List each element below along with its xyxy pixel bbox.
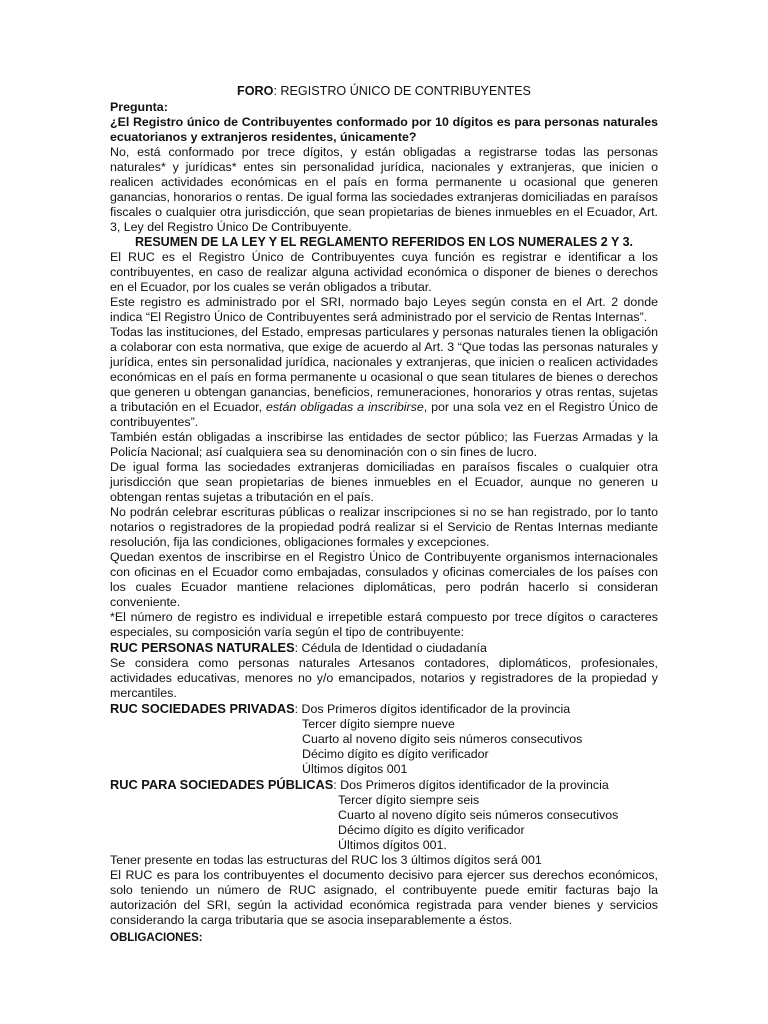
document-page bbox=[110, 84, 658, 946]
ruc-personas-naturales bbox=[110, 640, 658, 656]
ruc-sociedades-privadas bbox=[110, 701, 658, 717]
title-rest: : REGISTRO ÚNICO DE CONTRIBUYENTES bbox=[273, 84, 531, 98]
paragraph-sri-admin: Este registro es administrado por el SRI, normado bajo Leyes según consta en el Art. 2 donde indica “El Registro Único de Contribuyentes será administrado por el servicio de Rentas Internas”. bbox=[110, 295, 658, 324]
ruc-sp-line: Tercer dígito siempre nueve bbox=[302, 717, 455, 731]
paragraph-notaries: No podrán celebrar escrituras públicas o realizar inscripciones si no se han registrado, por lo tanto notarios o registradores de la propiedad podrá realizar si el Servicio de Rentas Internas mediante resolución, fija las condiciones, obligaciones formales y excepciones. bbox=[110, 505, 658, 549]
ruc-pub-first: : Dos Primeros dígitos identificador de la provincia bbox=[333, 778, 609, 792]
paragraph-obligations bbox=[110, 325, 658, 430]
ruc-sp-line: Cuarto al noveno dígito seis números consecutivos bbox=[302, 732, 583, 746]
paragraph-ruc-document: El RUC es para los contribuyentes el documento decisivo para ejercer sus derechos económicos, solo teniendo un número de RUC asignado, el contribuyente puede emitir facturas bajo la autorización del SRI, según la actividad económica registrada para vender bienes y servicios considerando la carga tributaria que se asocia inseparablemente a éstos. bbox=[110, 868, 658, 927]
ruc-pub-line: Cuarto al noveno dígito seis números consecutivos bbox=[338, 808, 619, 822]
paragraph-last-digits: Tener presente en todas las estructuras del RUC los 3 últimos dígitos será 001 bbox=[110, 853, 542, 867]
paragraph-ruc-definition: El RUC es el Registro Único de Contribuyentes cuya función es registrar e identificar a los contribuyentes, en caso de realizar alguna actividad económica o disponer de bienes o derechos en el Ecuador, por los cuales se verán obligados a tributar. bbox=[110, 250, 658, 294]
pregunta-label: Pregunta: bbox=[110, 100, 168, 114]
ruc-pub-line: Últimos dígitos 001. bbox=[338, 838, 447, 852]
ruc-sociedades-publicas bbox=[110, 777, 658, 793]
ruc-pub-label: RUC PARA SOCIEDADES PÚBLICAS bbox=[110, 777, 334, 792]
ruc-sp-line: Décimo dígito es dígito verificador bbox=[302, 747, 489, 761]
paragraph-personas-naturales: Se considera como personas naturales Artesanos contadores, diplomáticos, profesionales, actividades educativas, menores no y/o emancipados, notarios y registradores de la propiedad y mercantiles. bbox=[110, 656, 658, 700]
answer-paragraph: No, está conformado por trece dígitos, y están obligadas a registrarse todas las personas naturales* y jurídicas* entes sin personalidad jurídica, nacionales y extranjeras, que inicien o realicen actividades económicas en el país en forma permanente u ocasional que generen ganancias, honorarios o rentas. De igual forma las sociedades extranjeras domiciliadas en paraísos fiscales o cualquier otra jurisdicción, que sean propietarias de bienes inmuebles en el Ecuador, Art. 3, Ley del Registro Único De Contribuyente. bbox=[110, 145, 658, 234]
ruc-sp-first: : Dos Primeros dígitos identificador de la provincia bbox=[294, 702, 571, 716]
paragraph-foreign-companies: De igual forma las sociedades extranjeras domiciliadas en paraísos fiscales o cualquier otra jurisdicción que sean propietarias de bienes inmuebles en el Ecuador, aunque no generen u obtengan rentas sujetas a tributación en el país. bbox=[110, 460, 658, 504]
p3-text-a: Todas las instituciones, del Estado, empresas particulares y personas naturales tienen la obligación a colaborar con esta normativa, que exige de acuerdo al Art. 3 “Que todas las personas naturales y jurídica, entes sin personalidad jurídica, nacionales y extranjeras, que inicien o realicen actividades económicas en el país en forma permanente u ocasional o que sean titulares de bienes o derechos que generen u obtengan ganancias, beneficios, remuneraciones, honorarios y otras rentas, sujetas a tributación en el Ecuador, bbox=[110, 325, 658, 414]
paragraph-number-composition: *El número de registro es individual e irrepetible estará compuesto por trece dígitos o caracteres especiales, su composición varía según el tipo de contribuyente: bbox=[110, 610, 658, 639]
p3-text-b: , por una sola vez en el Registro Único de contribuyentes”. bbox=[110, 400, 659, 429]
ruc-sp-line: Últimos dígitos 001 bbox=[302, 762, 408, 776]
section-title: RESUMEN DE LA LEY Y EL REGLAMENTO REFERIDOS EN LOS NUMERALES 2 Y 3. bbox=[134, 235, 633, 249]
ruc-pub-line: Tercer dígito siempre seis bbox=[338, 793, 480, 807]
obligaciones-heading: OBLIGACIONES: bbox=[110, 932, 203, 944]
ruc-pn-text: : Cédula de Identidad o ciudadanía bbox=[294, 641, 487, 655]
question-text: ¿El Registro único de Contribuyentes conformado por 10 dígitos es para personas naturales ecuatorianos y extranjeros residentes, únicamente? bbox=[110, 115, 658, 144]
title-bold: FORO bbox=[237, 84, 274, 98]
ruc-pub-line: Décimo dígito es dígito verificador bbox=[338, 823, 525, 837]
document-title bbox=[110, 84, 658, 99]
p3-italic: están obligadas a inscribirse bbox=[265, 400, 424, 414]
ruc-sp-label: RUC SOCIEDADES PRIVADAS bbox=[110, 701, 295, 716]
ruc-pn-label: RUC PERSONAS NATURALES bbox=[110, 640, 295, 655]
paragraph-exempt: Quedan exentos de inscribirse en el Registro Único de Contribuyente organismos internacionales con oficinas en el Ecuador como embajadas, consulados y oficinas comerciales de los países con los cuales Ecuador mantiene relaciones diplomáticas, pero podrán hacerlo si consideran conveniente. bbox=[110, 550, 658, 609]
paragraph-public-sector: También están obligadas a inscribirse las entidades de sector público; las Fuerzas Armadas y la Policía Nacional; así cualquiera sea su denominación con o sin fines de lucro. bbox=[110, 430, 658, 459]
